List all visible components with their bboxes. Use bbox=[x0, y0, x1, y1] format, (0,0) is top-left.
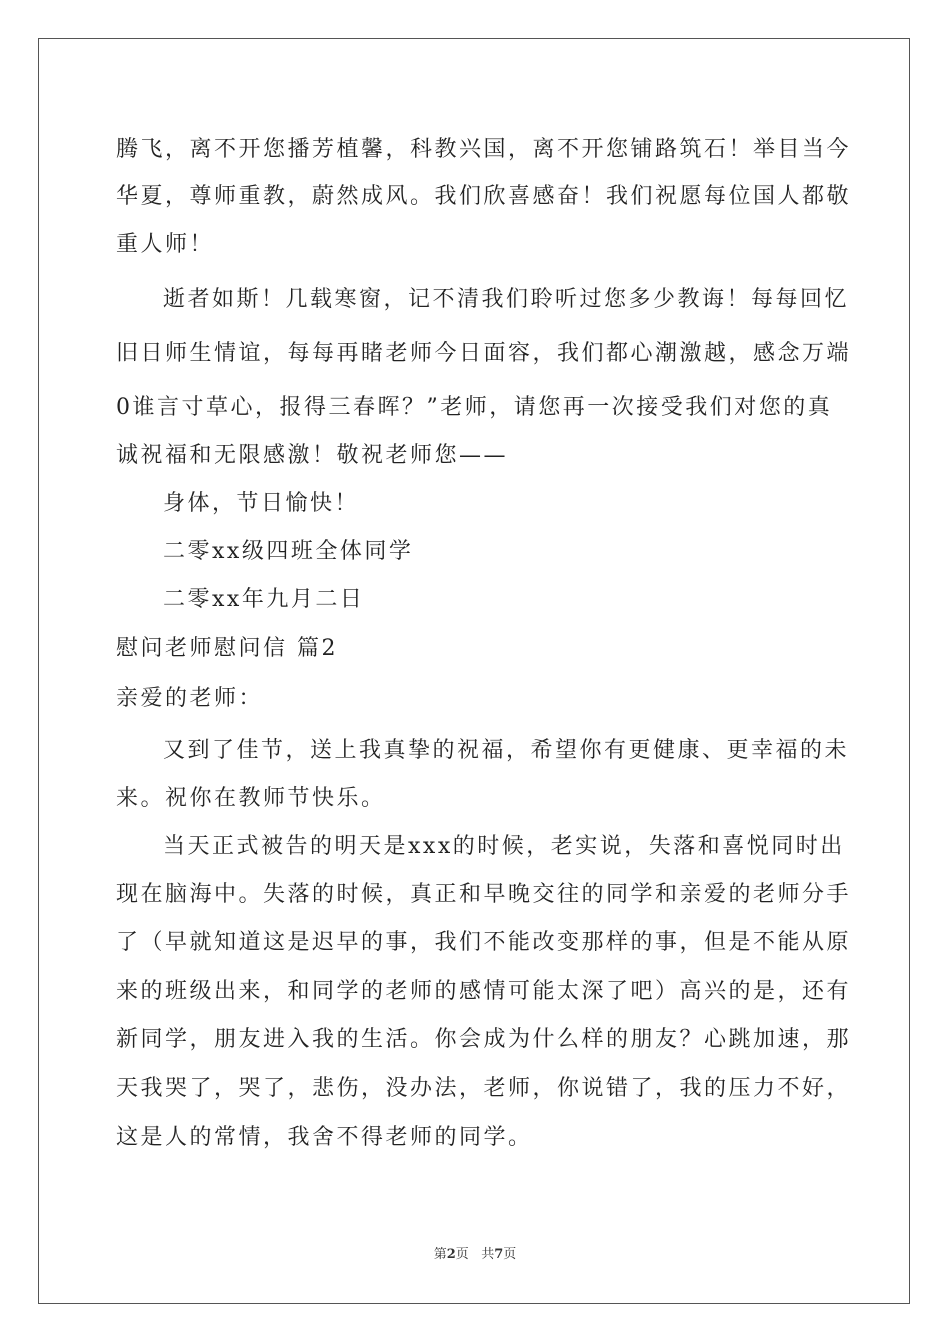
body-line-14: 来的班级出来，和同学的老师的感情可能太深了吧）高兴的是，还有 bbox=[116, 979, 852, 1004]
body-line-10: 来。祝你在教师节快乐。 bbox=[116, 786, 386, 811]
body-line-5: 旧日师生情谊，每每再睹老师今日面容，我们都心潮激越，感念万端 bbox=[116, 341, 852, 366]
date-line: 二零xx年九月二日 bbox=[163, 587, 365, 612]
page-suffix: 页 bbox=[455, 1247, 469, 1262]
body-line-8: 身体，节日愉快！ bbox=[163, 491, 360, 516]
body-line-2: 华夏，尊师重教，蔚然成风。我们欣喜感奋！我们祝愿每位国人都敬 bbox=[116, 184, 852, 209]
body-line-17: 这是人的常情，我舍不得老师的同学。 bbox=[116, 1125, 533, 1150]
total-pages: 7 bbox=[494, 1247, 504, 1262]
body-line-4: 逝者如斯！几载寒窗，记不清我们聆听过您多少教诲！每每回忆 bbox=[163, 287, 850, 312]
body-line-12: 现在脑海中。失落的时候，真正和早晚交往的同学和亲爱的老师分手 bbox=[116, 882, 852, 907]
body-line-1: 腾飞，离不开您播芳植馨，科教兴国，离不开您铺路筑石！举目当今 bbox=[116, 137, 852, 162]
body-line-13: 了（早就知道这是迟早的事，我们不能改变那样的事，但是不能从原 bbox=[116, 930, 852, 955]
body-line-9: 又到了佳节，送上我真挚的祝福，希望你有更健康、更幸福的未 bbox=[163, 738, 850, 763]
total-prefix: 共 bbox=[481, 1247, 495, 1262]
salutation: 亲爱的老师： bbox=[116, 686, 264, 711]
body-line-6: 0谁言寸草心，报得三春晖？”老师，请您再一次接受我们对您的真 bbox=[116, 395, 833, 420]
page-footer bbox=[0, 1246, 950, 1264]
body-line-7: 诚祝福和无限感激！敬祝老师您—— bbox=[116, 443, 509, 468]
body-line-15: 新同学，朋友进入我的生活。你会成为什么样的朋友？心跳加速，那 bbox=[116, 1027, 852, 1052]
page-number: 2 bbox=[446, 1247, 456, 1262]
body-line-11: 当天正式被告的明天是xxx的时候，老实说，失落和喜悦同时出 bbox=[163, 834, 845, 859]
page-border bbox=[38, 38, 910, 1304]
body-line-3: 重人师！ bbox=[116, 232, 215, 257]
page-prefix: 第 bbox=[433, 1247, 447, 1262]
body-line-16: 天我哭了，哭了，悲伤，没办法，老师，你说错了，我的压力不好， bbox=[116, 1076, 852, 1101]
total-suffix: 页 bbox=[503, 1247, 517, 1262]
signature-line: 二零xx级四班全体同学 bbox=[163, 539, 414, 564]
section-heading: 慰问老师慰问信 篇2 bbox=[116, 636, 338, 661]
